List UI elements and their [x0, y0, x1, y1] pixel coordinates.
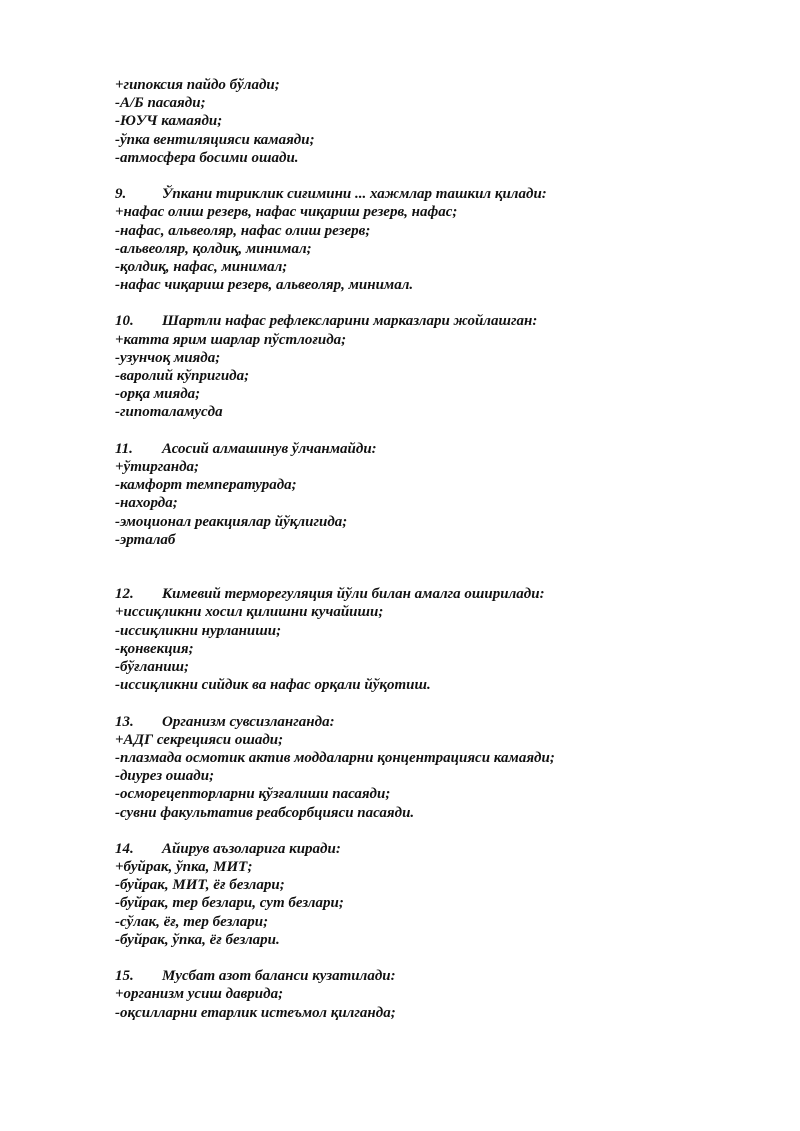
question-block-13 — [115, 713, 755, 822]
answer-option: -буйрак, тер безлари, сут безлари; — [115, 895, 344, 912]
answer-option: -қолдиқ, нафас, минимал; — [115, 258, 288, 275]
answer-option: -камфорт температурада; — [115, 477, 297, 494]
answer-option: +нафас олиш резерв, нафас чиқариш резерв, нафас; — [115, 204, 458, 221]
question-line — [115, 440, 755, 458]
answer-option: -плазмада осмотик актив моддаларни қонцентрацияси камаяди; — [115, 749, 555, 766]
answer-option: +организм усиш даврида; — [115, 986, 284, 1003]
question-line — [115, 585, 755, 603]
answer-option: -эмоционал реакциялар йўқлигида; — [115, 513, 348, 530]
question-text: Организм сувсизланганда: — [162, 713, 335, 730]
answer-option: +АДГ секрецияси ошади; — [115, 731, 284, 748]
answer-option: -нахорда; — [115, 495, 178, 512]
question-number: 9. — [115, 186, 127, 203]
answer-option: -гипоталамусда — [115, 404, 223, 421]
question-text: Ўпкани тириклик сиғимини ... хажмлар ташкил қилади: — [162, 186, 547, 203]
question-number: 12. — [115, 586, 134, 603]
answer-option: -иссиқликни сийдик ва нафас орқали йўқотиш. — [115, 677, 431, 694]
question-block-11 — [115, 440, 755, 549]
question-text: Шартли нафас рефлексларини марказлари жойлашган: — [162, 313, 538, 330]
answer-option: -буйрак, МИТ, ёғ безлари; — [115, 877, 285, 894]
answer-option: +катта ярим шарлар пўстлоғида; — [115, 331, 347, 348]
answer-option: -диурез ошади; — [115, 768, 215, 785]
document-body — [115, 76, 755, 1040]
question-block-9 — [115, 185, 755, 294]
answer-option: +гипоксия пайдо бўлади; — [115, 77, 280, 93]
question-number: 10. — [115, 313, 134, 330]
question-number: 11. — [115, 440, 133, 457]
answer-option: -ЮУЧ камаяди; — [115, 113, 223, 130]
question-block-12 — [115, 585, 755, 694]
question-line — [115, 713, 755, 731]
question-block-14 — [115, 840, 755, 949]
question-block-continuation — [115, 76, 755, 167]
answer-option: +ўтирганда; — [115, 458, 200, 475]
answer-option: -альвеоляр, қолдиқ, минимал; — [115, 240, 312, 257]
question-line — [115, 840, 755, 858]
answer-option: -осморецепторларни қўзғалиши пасаяди; — [115, 786, 391, 803]
question-block-10 — [115, 312, 755, 421]
question-text: Мусбат азот баланси кузатилади: — [162, 968, 396, 985]
question-text: Асосий алмашинув ўлчанмайди: — [162, 440, 377, 457]
answer-option: -бўғланиш; — [115, 659, 190, 676]
question-line — [115, 312, 755, 330]
answer-option: -ўпка вентиляцияси камаяди; — [115, 131, 315, 148]
answer-option: -буйрак, ўпка, ёғ безлари. — [115, 931, 280, 948]
answer-option: -орқа мияда; — [115, 386, 201, 403]
answer-option: -А/Б пасаяди; — [115, 95, 206, 112]
answer-option: -узунчоқ мияда; — [115, 349, 221, 366]
answer-option: -нафас чиқариш резерв, альвеоляр, минимал. — [115, 277, 414, 294]
answer-option: -варолий кўпригида; — [115, 368, 250, 384]
answer-option: -эрталаб — [115, 531, 176, 548]
answer-option: -қонвекция; — [115, 640, 194, 657]
question-line — [115, 185, 755, 203]
question-block-15 — [115, 967, 755, 1022]
answer-option: -оқсилларни етарлик истеъмол қилганда; — [115, 1004, 396, 1021]
answer-option: -иссиқликни нурланиши; — [115, 622, 282, 639]
answer-option: -нафас, альвеоляр, нафас олиш резерв; — [115, 222, 371, 239]
question-text: Кимевий терморегуляция йўли билан амалга оширилади: — [162, 586, 545, 603]
answer-option: -атмосфера босими ошади. — [115, 149, 299, 166]
answer-option: +иссиқликни хосил қилишни кучайиши; — [115, 604, 384, 621]
answer-option: -сўлак, ёғ, тер безлари; — [115, 913, 269, 930]
question-number: 14. — [115, 840, 134, 857]
question-number: 15. — [115, 968, 134, 985]
answer-option: -сувни факультатив реабсорбцияси пасаяди. — [115, 804, 415, 821]
question-line — [115, 967, 755, 985]
question-text: Айирув аъзоларига киради: — [162, 840, 341, 857]
answer-option: +буйрак, ўпка, МИТ; — [115, 859, 253, 876]
question-number: 13. — [115, 713, 134, 730]
